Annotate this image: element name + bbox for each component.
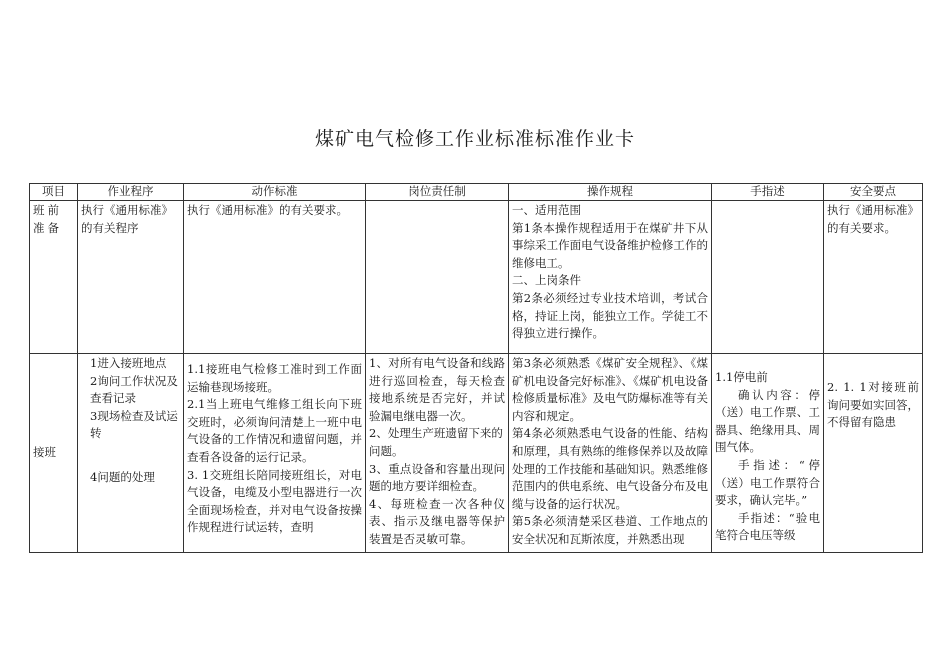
header-duty: 岗位责任制: [366, 184, 509, 201]
page-title: 煤矿电气检修工作业标准标准作业卡: [314, 128, 635, 150]
rule-line: 第2条必须经过专业技术培训，考试合格，持证上岗，能独立工作。学徒工不得独立进行操作。: [512, 290, 708, 341]
duty-line: 3、重点设备和容量出现问题的地方要详细检查。: [369, 461, 505, 494]
cell-duty: [366, 354, 509, 553]
cell-procedure: 执行《通用标准》的有关程序: [78, 201, 184, 354]
header-action-standard: 动作标准: [184, 184, 366, 201]
table-row: [30, 354, 923, 553]
rule-line: 第5条必须清楚采区巷道、工作地点的安全状况和瓦斯浓度，并熟悉出现: [512, 514, 708, 546]
header-item: 项目: [30, 184, 78, 201]
work-card-table: [29, 183, 923, 553]
duty-line: 4、每班检查一次各种仪表、指示及继电器等保护装置是否灵敏可靠。: [369, 496, 505, 546]
cell-safety-points: 执行《通用标准》的有关要求。: [824, 201, 923, 354]
header-finger-point: 手指述: [712, 184, 824, 201]
cell-item: 接班: [30, 354, 78, 553]
cell-action-standard: 执行《通用标准》的有关要求。: [184, 201, 366, 354]
procedure-step: 4问题的处理: [90, 469, 155, 484]
action-line: 2.1当上班电气维修工组长向下班交班时，必须询问清楚上一班中电气设备的工作情况和遗留问题，并查看各设备的运行记录。: [187, 397, 362, 464]
action-line: 3. 1交班组长陪同接班组长，对电气设备，电缆及小型电器进行一次全面现场检查，并对电气设备按操作规程进行试运转，查明: [187, 467, 362, 535]
cell-finger-point: [712, 201, 824, 354]
procedure-step: 3现场检查及试运转: [90, 408, 178, 441]
table-row: [30, 201, 923, 354]
finger-line: 手指述：“验电笔符合电压等级: [715, 510, 820, 543]
rule-line: 第4条必须熟悉电气设备的性能、结构和原理，具有熟练的维修保养以及故障处理的工作技能和基础知识。熟悉维修范围内的供电系统、电气设备分布及电缆与设备的运行状况。: [512, 426, 708, 511]
cell-safety-points: [824, 354, 923, 553]
duty-line: 1、对所有电气设备和线路进行巡回检查，每天检查接地系统是否完好，并试验漏电继电器一次。: [369, 356, 505, 423]
cell-finger-point: [712, 354, 824, 553]
rule-line: 第3条必须熟悉《煤矿安全规程》、《煤矿机电设备完好标准》、《煤矿机电设备检修质量标准》及电气防爆标准等有关内容和规定。: [512, 356, 708, 423]
finger-line: 确认内容：停（送）电工作票、工器具、绝缘用具、周围气体。: [715, 387, 820, 455]
procedure-step: 2询问工作状况及查看记录: [90, 373, 178, 406]
cell-operating-rules: [509, 201, 712, 354]
cell-duty: [366, 201, 509, 354]
header-procedure: 作业程序: [78, 184, 184, 201]
procedure-step: 1进入接班地点: [90, 356, 167, 370]
cell-action-standard: [184, 354, 366, 553]
header-row: [30, 184, 923, 201]
finger-line: 1.1停电前: [715, 370, 768, 384]
rule-line: 第1条本操作规程适用于在煤矿井下从事综采工作面电气设备维护检修工作的维修电工。: [512, 220, 708, 270]
header-safety-points: 安全要点: [824, 184, 923, 201]
safety-line: 2. 1. 1对接班前询问要如实回答，不得留有隐患: [827, 380, 919, 430]
header-operating-rules: 操作规程: [509, 184, 712, 201]
cell-operating-rules: [509, 354, 712, 553]
finger-line: 手指述：“停（送）电工作票符合要求，确认完毕。”: [715, 457, 820, 508]
rule-line: 二、上岗条件: [512, 273, 581, 288]
duty-line: 2、处理生产班遗留下来的问题。: [369, 426, 503, 458]
cell-item: 班前准备: [30, 201, 78, 354]
cell-procedure: [78, 354, 184, 553]
action-line: 1.1接班电气检修工准时到工作面运输巷现场接班。: [187, 362, 362, 394]
rule-line: 一、适用范围: [512, 203, 581, 217]
